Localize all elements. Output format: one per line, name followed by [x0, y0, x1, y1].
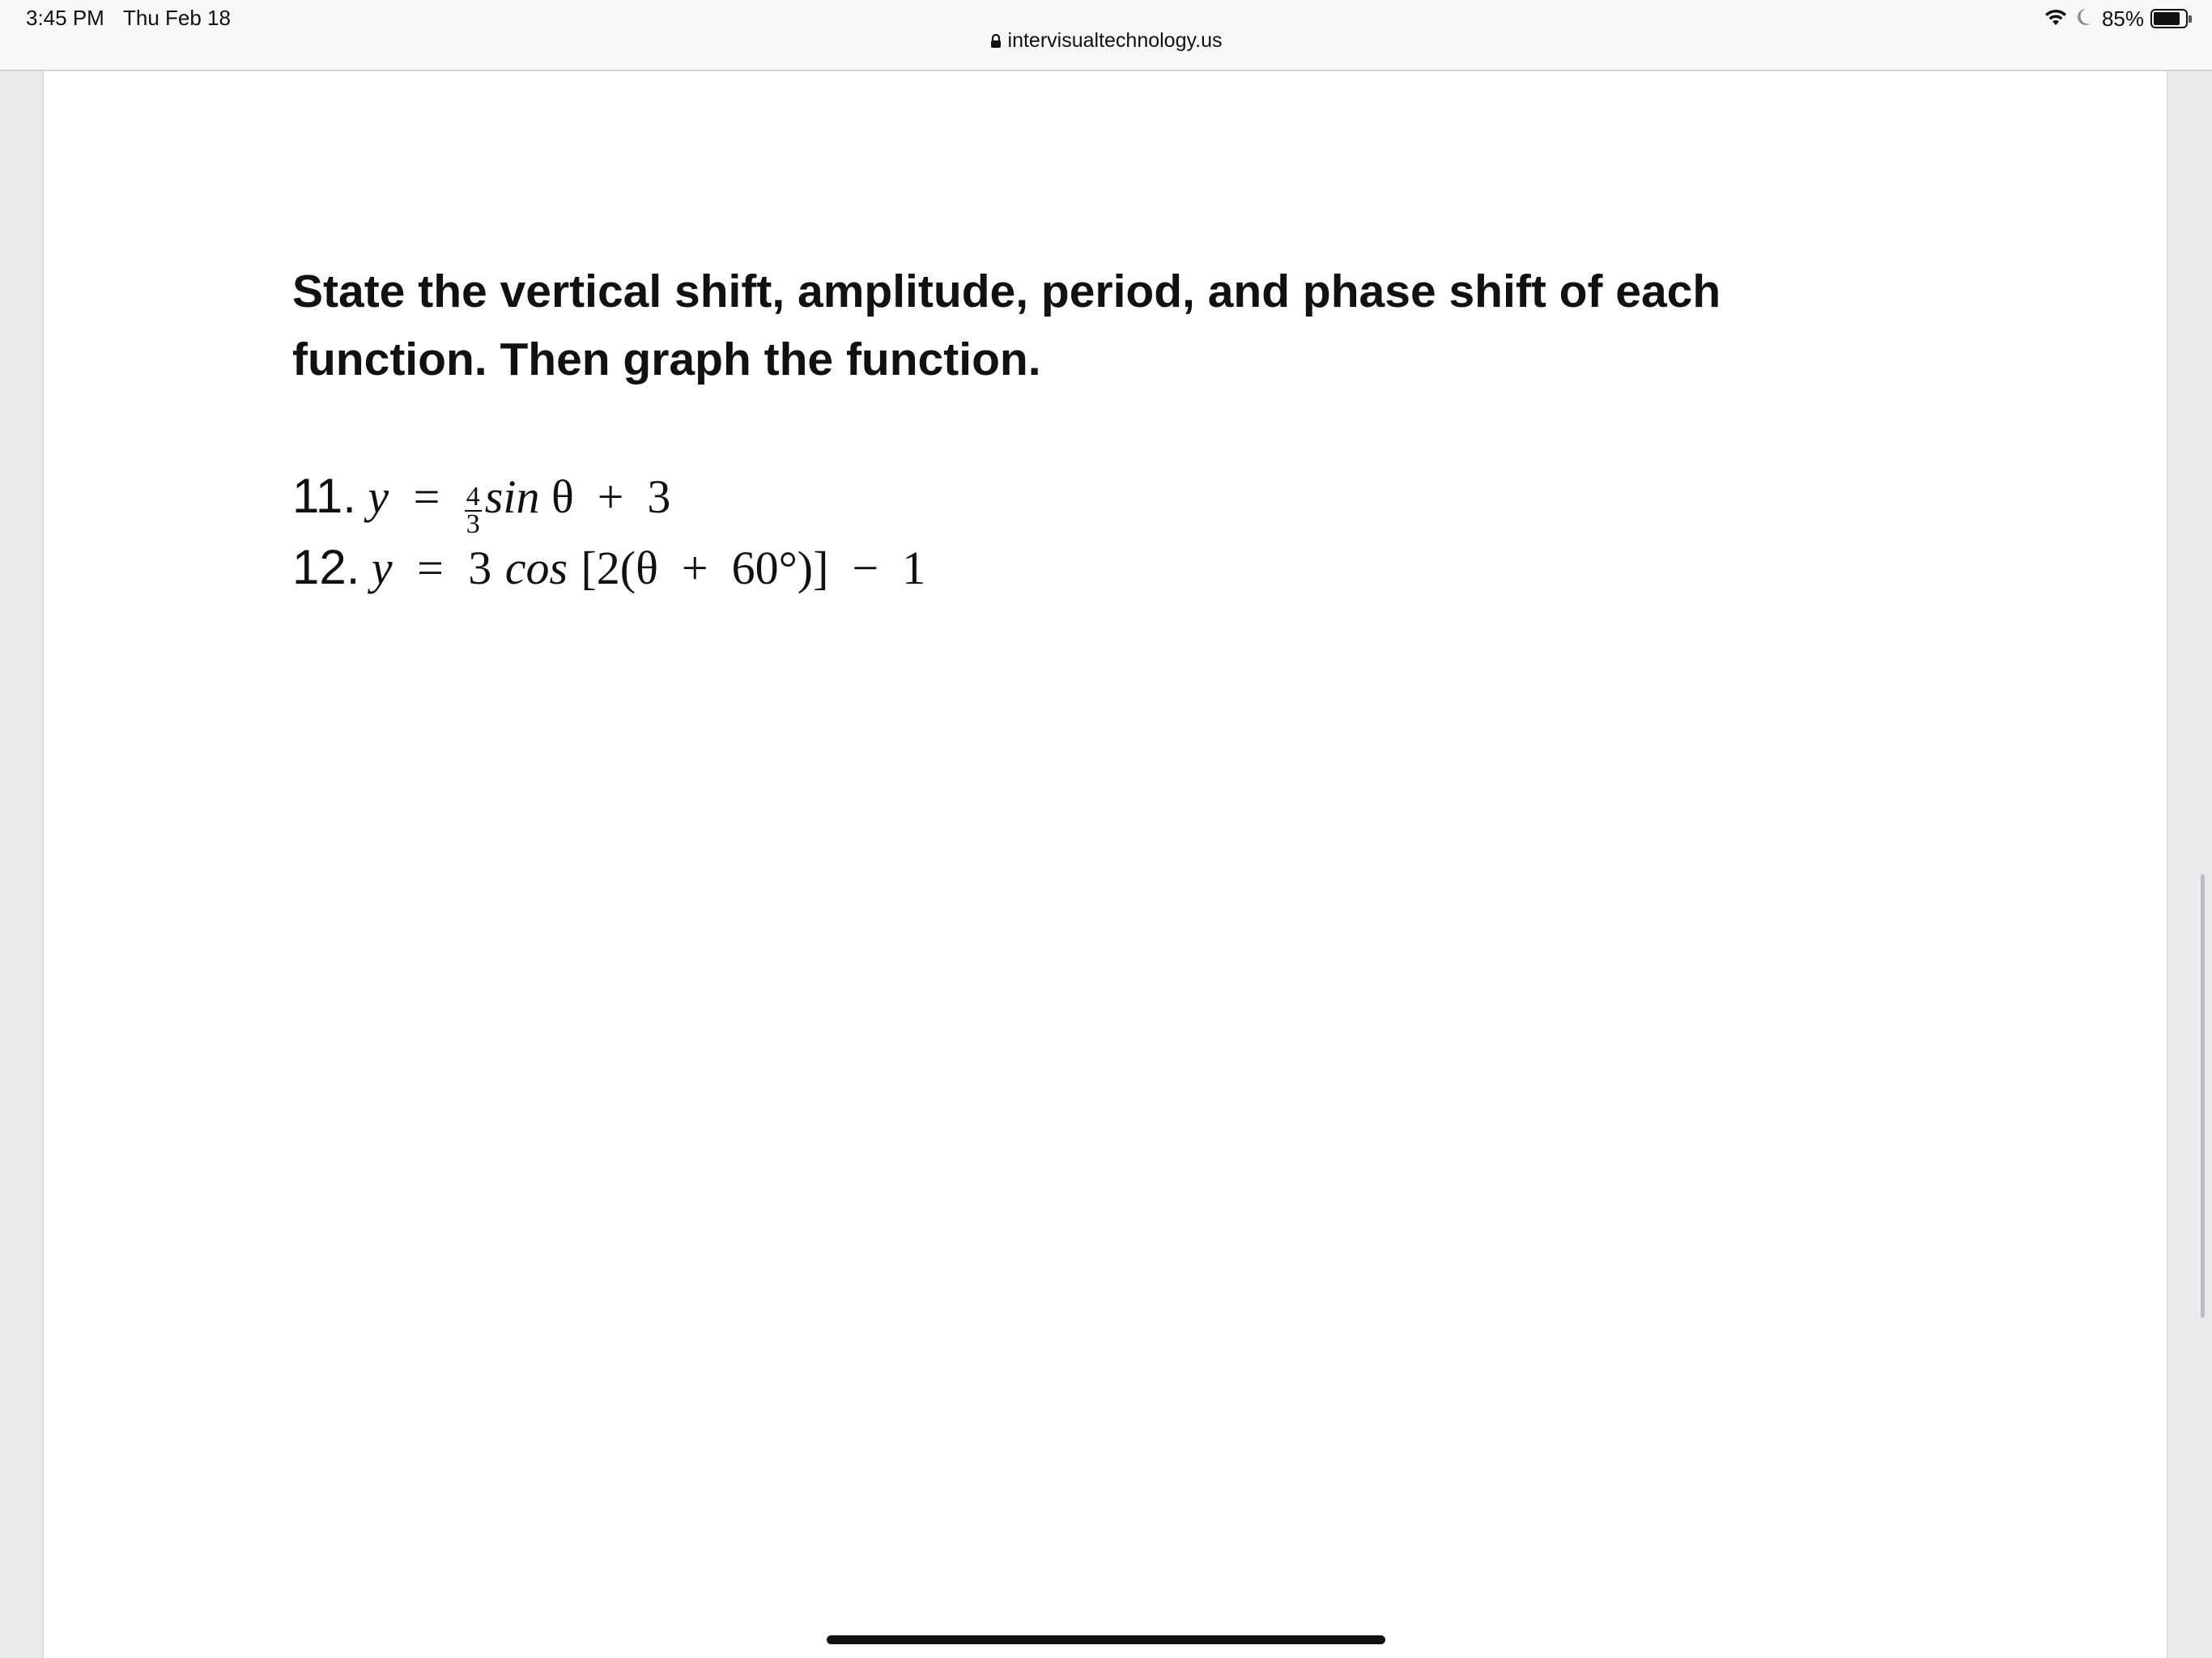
- equals-sign: =: [413, 470, 440, 523]
- battery-percent: 85%: [2101, 6, 2144, 31]
- status-date: Thu Feb 18: [123, 6, 231, 30]
- problem-12: [292, 539, 925, 604]
- battery-cap: [2189, 15, 2192, 23]
- moon-icon: [2074, 7, 2092, 31]
- url-text: intervisualtechnology.us: [1007, 29, 1223, 52]
- fraction-denominator: 3: [466, 508, 480, 539]
- browser-top-bar: [0, 0, 2212, 71]
- fraction-numerator: 4: [466, 481, 480, 512]
- fraction: [465, 481, 482, 539]
- address-bar[interactable]: [0, 29, 2212, 54]
- vertical-scrollbar[interactable]: [2201, 874, 2205, 1318]
- status-indicators: [2044, 5, 2188, 32]
- home-indicator[interactable]: [827, 1635, 1385, 1644]
- problem-11: [292, 468, 671, 539]
- lock-icon: [990, 31, 1002, 54]
- variable-y: y: [371, 542, 393, 594]
- battery-icon: [2150, 9, 2188, 28]
- status-time: 3:45 PM: [26, 6, 104, 30]
- equals-sign: =: [417, 542, 444, 594]
- instructions-text: State the vertical shift, amplitude, period, and phase shift of each function. Then graph the function.: [292, 266, 1721, 385]
- problem-number: 12.: [292, 540, 360, 594]
- expression-rest: θ + 3: [551, 470, 671, 523]
- wifi-icon: [2044, 7, 2068, 31]
- function-name: sin: [484, 470, 540, 523]
- function-name: cos: [504, 542, 568, 594]
- expression-rest: [2(θ + 60°)] − 1: [581, 542, 926, 594]
- variable-y: y: [368, 470, 389, 523]
- battery-level: [2154, 12, 2180, 25]
- coefficient: 3: [468, 542, 492, 594]
- problem-number: 11.: [292, 469, 356, 523]
